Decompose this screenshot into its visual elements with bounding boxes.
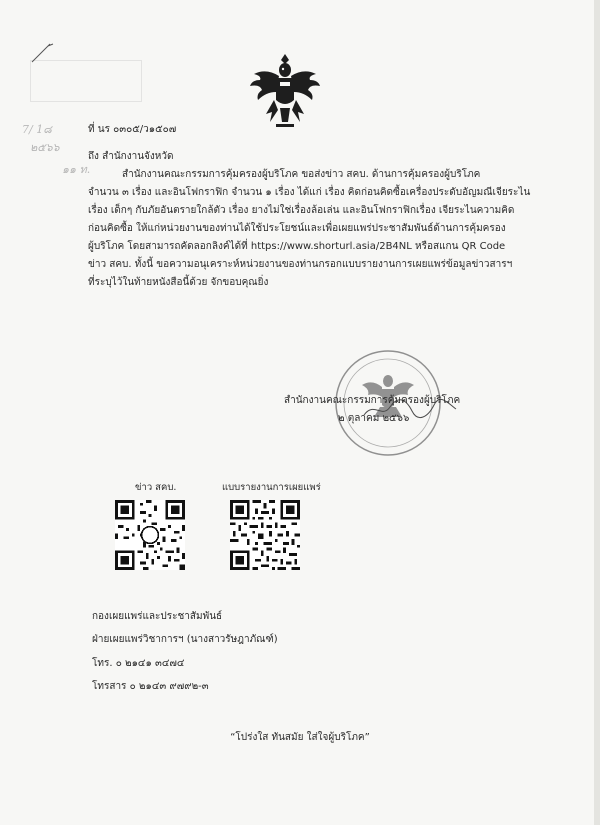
contact-division: กองเผยแพร่และประชาสัมพันธ์ <box>92 611 223 622</box>
body-line: ที่ระบุไว้ในท้ายหนังสือนี้ด้วย จักขอบคุณยิ่ง <box>88 277 269 288</box>
handwritten-note: ๒๕๖๖ <box>30 141 60 154</box>
body-line: ผู้บริโภค โดยสามารถคัดลอกลิงค์ได้ที่ https://www.shorturl.asia/2B4NL หรือสแกน QR Code <box>88 241 506 252</box>
signatory-office: สำนักงานคณะกรรมการคุ้มครองผู้บริโภค <box>284 395 461 406</box>
body-line: จำนวน ๓ เรื่อง และอินโฟกราฟิก จำนวน ๑ เรื่อง ได้แก่ เรื่อง คิดก่อนคิดซื้อเครื่องประดับอัญมณีเจียระไน <box>88 187 531 198</box>
pen-mark-icon <box>28 38 58 68</box>
qr-label-news: ข่าว สคบ. <box>135 482 177 493</box>
body-line: ข่าว สคบ. ทั้งนี้ ขอความอนุเคราะห์หน่วยงานของท่านกรอกแบบรายงานการเผยแพร่ข้อมูลข่าวสารฯ <box>88 259 513 270</box>
handwritten-note: ๑๑ ท. <box>62 163 91 176</box>
contact-phone: โทร. ๐ ๒๑๔๑ ๓๔๗๔ <box>92 658 185 669</box>
signature-date: ๒ ตุลาคม ๒๕๖๖ <box>338 413 410 424</box>
garuda-emblem-icon <box>246 50 324 130</box>
qr-label-report-form: แบบรายงานการเผยแพร่ <box>222 482 321 493</box>
body-line: สำนักงานคณะกรรมการคุ้มครองผู้บริโภค ขอส่งข่าว สคบ. ด้านการคุ้มครองผู้บริโภค <box>122 169 481 180</box>
letter-body <box>88 166 531 292</box>
page-edge <box>594 0 600 825</box>
recipient-line: ถึง สำนักงานจังหวัด <box>88 151 174 162</box>
body-line: เรื่อง เด็กๆ กับภัยอันตรายใกล้ตัว เรื่อง ยางไม่ใช่เรื่องล้อเล่น และอินโฟกราฟิกเรื่อง เจียระไนความคิด <box>88 205 515 216</box>
qr-code-icon[interactable] <box>230 500 300 570</box>
body-line: ก่อนคิดซื้อ ให้แก่หน่วยงานของท่านได้ใช้ประโยชน์และเพื่อเผยแพร่ประชาสัมพันธ์ด้านการคุ้มครอง <box>88 223 506 234</box>
qr-code-icon[interactable] <box>115 500 185 570</box>
contact-fax: โทรสาร ๐ ๒๑๔๓ ๙๗๙๒-๓ <box>92 681 209 692</box>
handwritten-note: 7/ 1๘ <box>22 123 52 136</box>
contact-unit: ฝ่ายเผยแพร่วิชาการฯ (นางสาวรัษฎาภัณฑ์) <box>92 634 278 645</box>
slogan: “โปร่งใส ทันสมัย ใส่ใจผู้บริโภค” <box>230 732 370 743</box>
document-number: ที่ นร ๐๓๐๕/ว๑๕๐๗ <box>88 124 177 135</box>
